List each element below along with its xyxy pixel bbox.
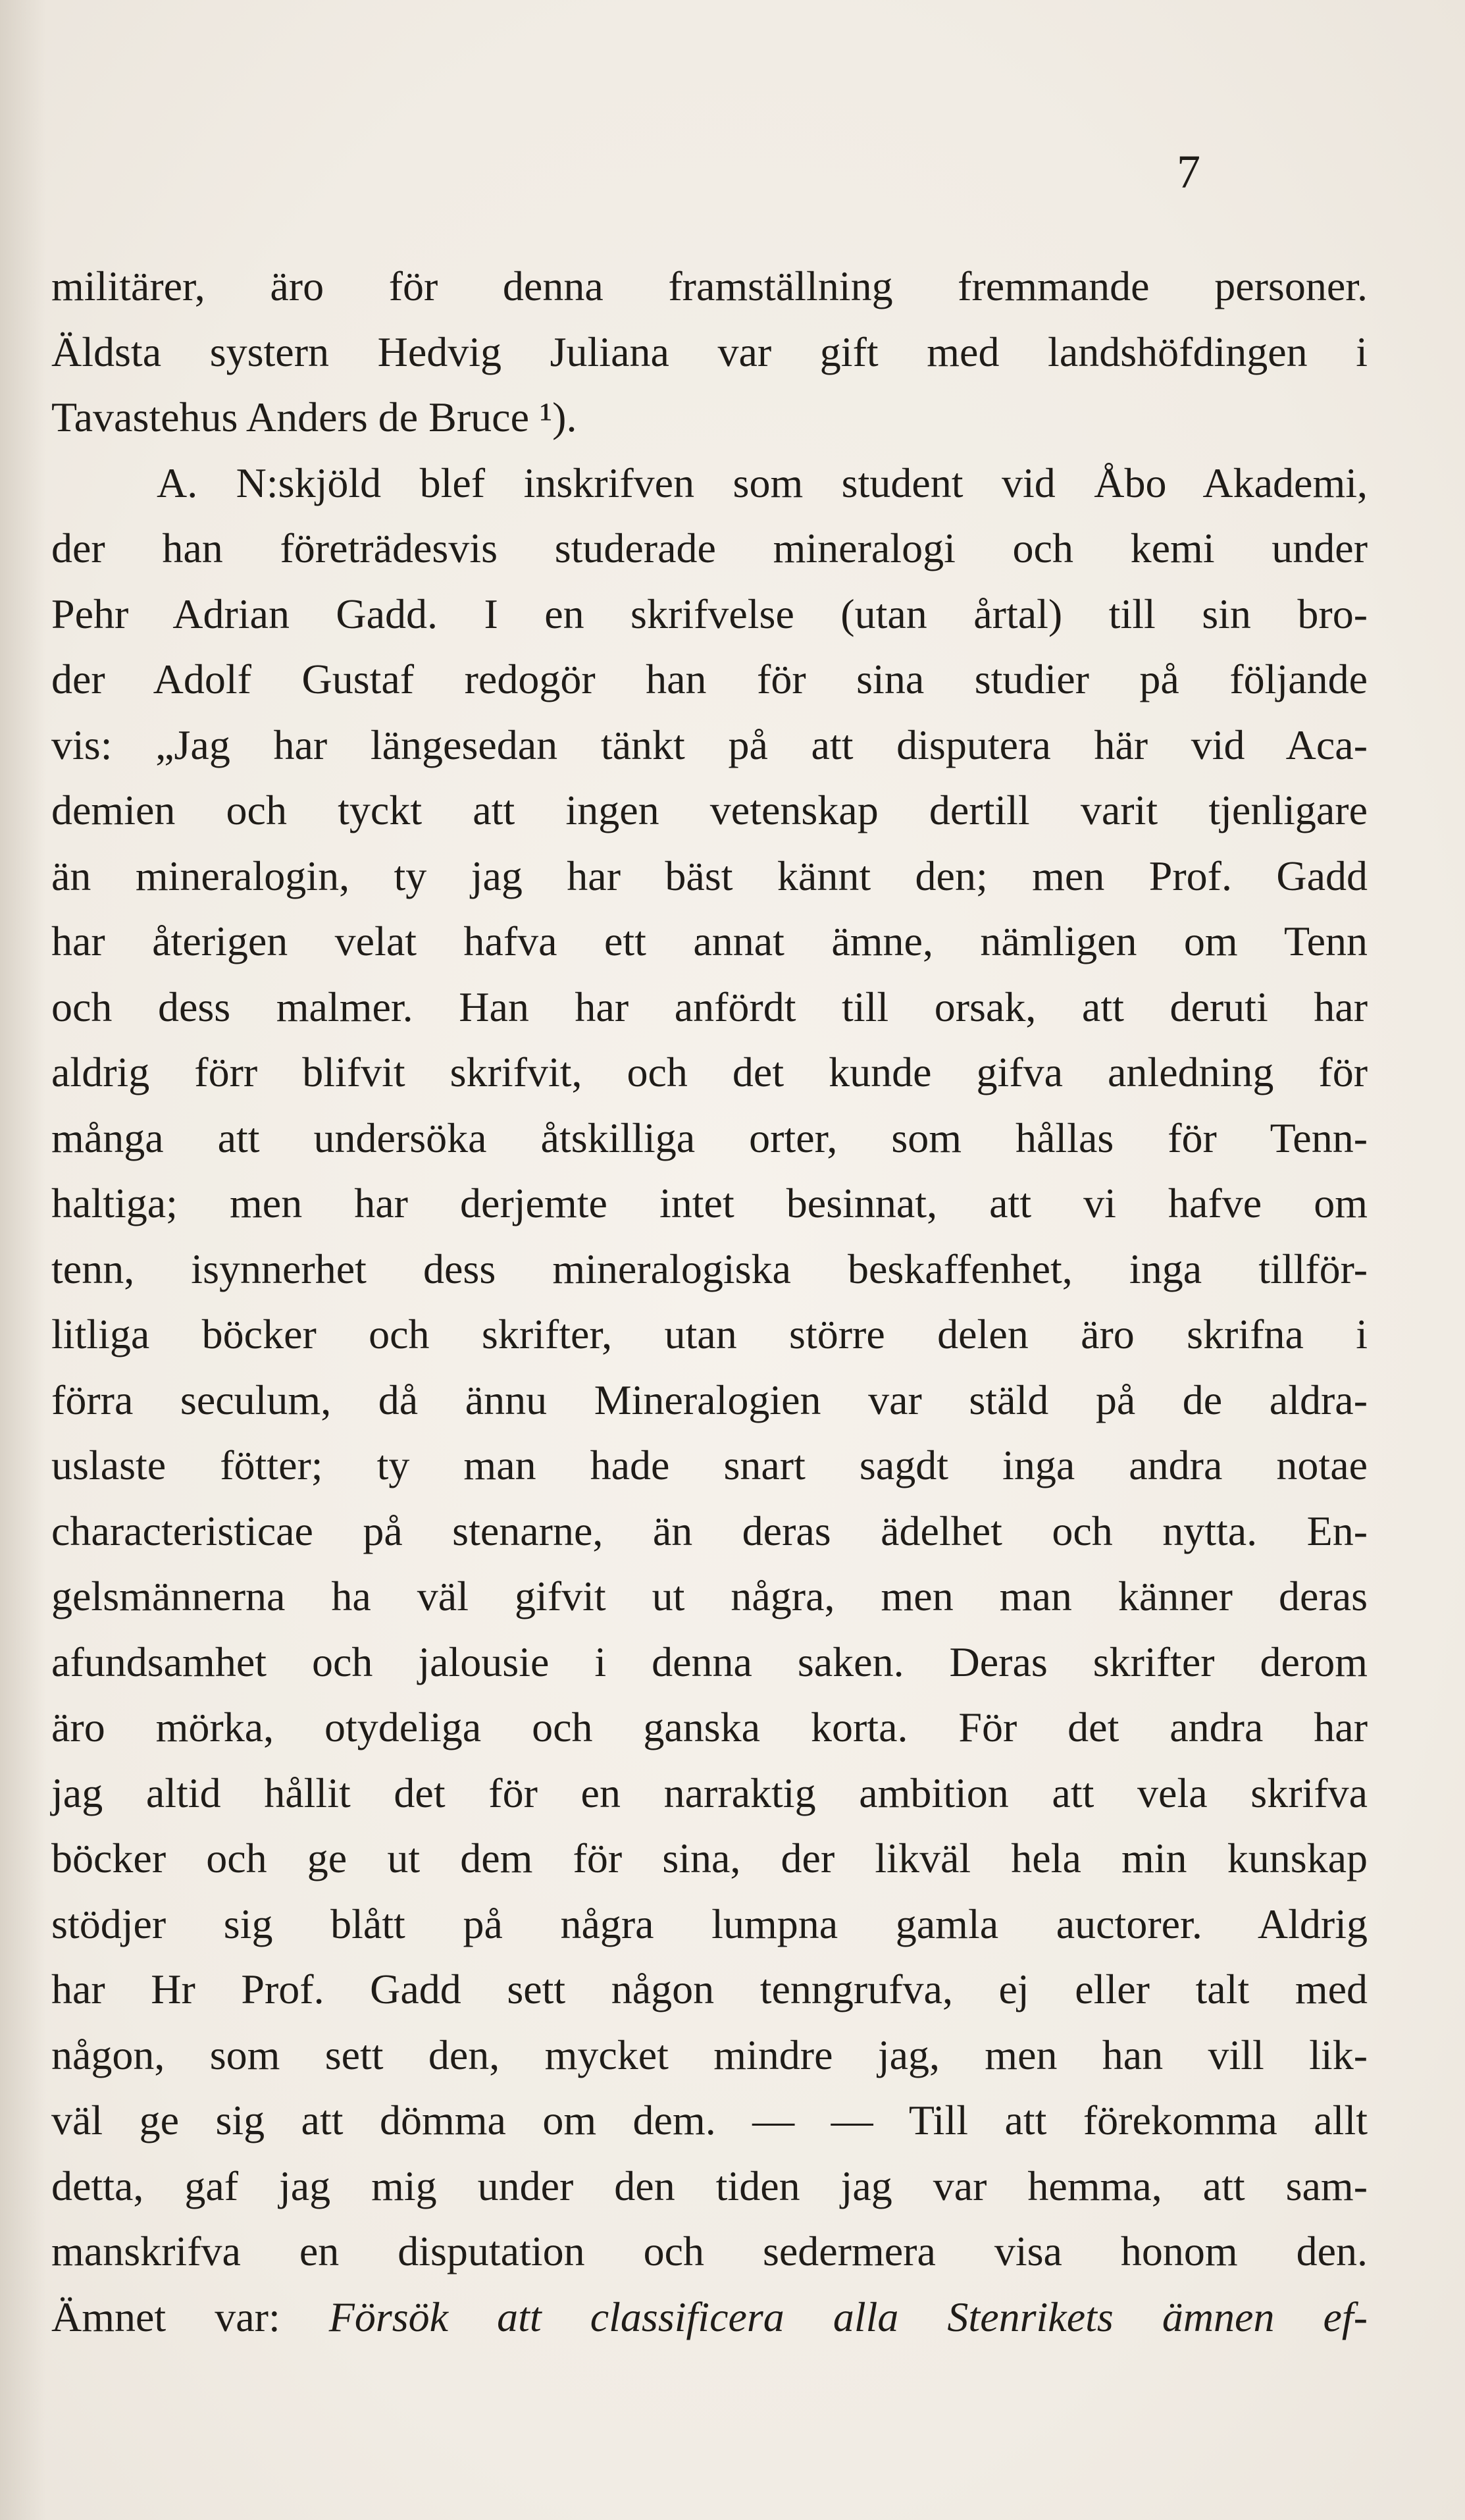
text-line: detta, gaf jag mig under den tiden jag var hemma, att sam-	[51, 2162, 1368, 2209]
page-number: 7	[1177, 145, 1200, 198]
text-line: äro mörka, otydeliga och ganska korta. För det andra har	[51, 1704, 1368, 1750]
text-line: litliga böcker och skrifter, utan större delen äro skrifna i	[51, 1311, 1368, 1357]
italic-title: Försök att classificera alla Stenrikets ämnen ef-	[328, 2293, 1368, 2340]
text-line: vis: „Jag har längesedan tänkt på att disputera här vid Aca-	[51, 721, 1368, 768]
text-line: har Hr Prof. Gadd sett någon tenngrufva, ej eller talt med	[51, 1966, 1368, 2012]
last-line-prefix: Ämnet var:	[51, 2293, 329, 2340]
text-line-last	[51, 2284, 1368, 2350]
text-line: stödjer sig blått på några lumpna gamla auctorer. Aldrig	[51, 1900, 1368, 1947]
text-line: tenn, isynnerhet dess mineralogiska beskaffenhet, inga tillför-	[51, 1245, 1368, 1292]
text-line: characteristicae på stenarne, än deras ädelhet och nytta. En-	[51, 1507, 1368, 1554]
text-line: och dess malmer. Han har anfördt till orsak, att deruti har	[51, 983, 1368, 1030]
text-line: än mineralogin, ty jag har bäst kännt den; men Prof. Gadd	[51, 852, 1368, 899]
text-line: böcker och ge ut dem för sina, der likväl hela min kunskap	[51, 1835, 1368, 1881]
text-line: uslaste fötter; ty man hade snart sagdt inga andra notae	[51, 1442, 1368, 1488]
text-line: väl ge sig att dömma om dem. — — Till att förekomma allt	[51, 2097, 1368, 2143]
text-line: aldrig förr blifvit skrifvit, och det kunde gifva anledning för	[51, 1049, 1368, 1095]
text-line: afundsamhet och jalousie i denna saken. Deras skrifter derom	[51, 1638, 1368, 1685]
text-line: Äldsta systern Hedvig Juliana var gift med landshöfdingen i	[51, 328, 1368, 375]
text-line: Tavastehus Anders de Bruce ¹).	[51, 394, 577, 440]
gutter-shadow	[0, 0, 46, 2520]
body-text	[51, 253, 1368, 2349]
text-line: manskrifva en disputation och sedermera visa honom den.	[51, 2228, 1368, 2274]
text-line: militärer, äro för denna framställning fremmande personer.	[51, 263, 1368, 309]
text-line: förra seculum, då ännu Mineralogien var stäld på de aldra-	[51, 1376, 1368, 1423]
text-line: demien och tyckt att ingen vetenskap dertill varit tjenligare	[51, 787, 1368, 833]
text-line: gelsmännerna ha väl gifvit ut några, men man känner deras	[51, 1573, 1368, 1619]
text-line: någon, som sett den, mycket mindre jag, men han vill lik-	[51, 2031, 1368, 2078]
text-line: haltiga; men har derjemte intet besinnat, att vi hafve om	[51, 1180, 1368, 1226]
paragraph-start-line: A. N:skjöld blef inskrifven som student vid Åbo Akademi,	[157, 459, 1368, 506]
text-line: många att undersöka åtskilliga orter, som hållas för Tenn-	[51, 1114, 1368, 1161]
text-line: der Adolf Gustaf redogör han för sina studier på följande	[51, 656, 1368, 702]
text-line: jag altid hållit det för en narraktig ambition att vela skrifva	[51, 1769, 1368, 1816]
text-line: har återigen velat hafva ett annat ämne, nämligen om Tenn	[51, 918, 1368, 964]
text-line: Pehr Adrian Gadd. I en skrifvelse (utan årtal) till sin bro-	[51, 590, 1368, 637]
text-line: der han företrädesvis studerade mineralogi och kemi under	[51, 525, 1368, 571]
